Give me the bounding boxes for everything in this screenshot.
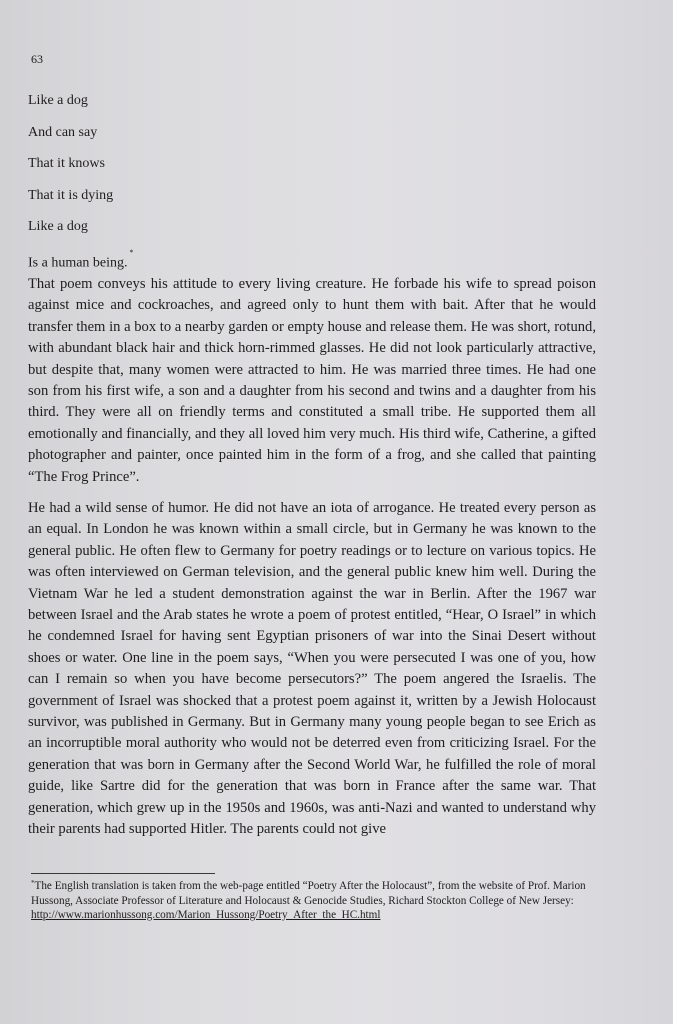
poem-line: That it knows [28,156,105,171]
poem-line: Like a dog [28,93,88,108]
footnote-text: The English translation is taken from the web-page entitled “Poetry After the Holocaust”, from the website of Prof. Marion Hussong, Associate Professor of Literature and Holocaust & Genocide Studies, Richard Stockton College of New Jersey: [31,880,586,907]
poem-line: Like a dog [28,219,88,234]
poem-line: And can say [28,124,98,140]
page-number: 63 [31,52,43,66]
footnote [31,880,591,922]
footnote-reference-mark: * [129,247,134,257]
poem-line: Is a human being. [28,255,128,271]
footnote-mark: * [31,879,35,887]
footnote-divider [31,873,215,874]
poem-line: That it is dying [28,187,114,203]
footnote-url: http://www.marionhussong.com/Marion_Hussong/Poetry_After_the_HC.html [31,908,381,921]
body-paragraph: He had a wild sense of humor. He did not have an iota of arrogance. He treated every person as an equal. In London he was known within a small circle, but in Germany he was known to the general public. He often flew to Germany for poetry readings or to lecture on various topics. He was often interviewed on German television, and the general public knew him well. During the Vietnam War he led a student demonstration against the war in Berlin. After the 1967 war between Israel and the Arab states he wrote a poem of protest entitled, “Hear, O Israel” in which he condemned Israel for having sent Egyptian prisoners of war into the Sinai Desert without shoes or water. One line in the poem says, “When you were persecuted I was one of you, how can I remain so when you have become persecutors?” The poem angered the Israelis. The government of Israel was shocked that a protest poem against it, written by a Jewish Holocaust survivor, was published in Germany. But in Germany many young people began to see Erich as an incorruptible moral authority who would not be deterred even from criticizing Israel. For the generation that was born in Germany after the Second World War, he fulfilled the role of moral guide, like Sartre did for the generation that was born in France after the same war. That generation, which grew up in the 1950s and 1960s, was anti-Nazi and wanted to understand why their parents had supported Hitler. The parents could not give [28,500,596,838]
poem-excerpt [28,93,134,282]
body-paragraph: That poem conveys his attitude to every living creature. He forbade his wife to spread poison against mice and cockroaches, and agreed only to hunt them with bait. After that he would transfer them in a box to a nearby garden or empty house and release them. He was short, rotund, with abundant black hair and thick horn-rimmed glasses. He did not look particularly attractive, but despite that, many women were attracted to him. He was married three times. He had one son from his first wife, a son and a daughter from his second and twins and a daughter from his third. They were all on friendly terms and constituted a small tribe. He supported them all emotionally and financially, and they all loved him very much. His third wife, Catherine, a gifted photographer and painter, once painted him in the form of a frog, and she called that painting “The Frog Prince”. [28,276,596,485]
